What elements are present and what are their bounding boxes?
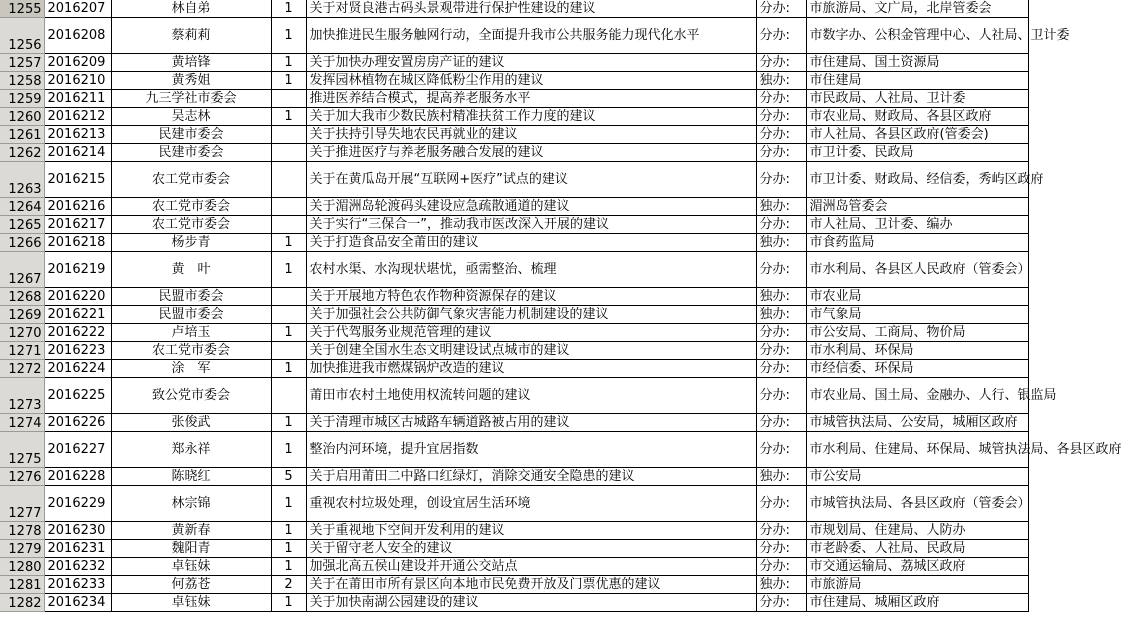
cell-proposer[interactable]: 九三学社市委会 — [111, 90, 271, 108]
cell-count[interactable]: 1 — [271, 252, 306, 288]
cell-department[interactable]: 市住建局 — [806, 72, 1028, 90]
cell-handling-type[interactable]: 分办: — [756, 90, 806, 108]
cell-department[interactable]: 市公安局 — [806, 468, 1028, 486]
cell-count[interactable] — [271, 126, 306, 144]
cell-proposer[interactable]: 致公党市委会 — [111, 378, 271, 414]
cell-proposer[interactable]: 杨步青 — [111, 234, 271, 252]
cell-serial[interactable]: 2016226 — [44, 414, 111, 432]
cell-handling-type[interactable]: 分办: — [756, 540, 806, 558]
table-row — [0, 414, 1028, 432]
cell-handling-type[interactable]: 分办: — [756, 558, 806, 576]
table-row — [0, 306, 1028, 324]
row-header[interactable]: 1271 — [0, 342, 44, 360]
cell-handling-type[interactable]: 分办: — [756, 216, 806, 234]
cell-serial[interactable]: 2016222 — [44, 324, 111, 342]
row-header[interactable]: 1277 — [0, 486, 44, 522]
cell-proposer[interactable]: 民建市委会 — [111, 144, 271, 162]
cell-proposer[interactable]: 涂 军 — [111, 360, 271, 378]
cell-proposer[interactable]: 黄新春 — [111, 522, 271, 540]
cell-count[interactable]: 1 — [271, 540, 306, 558]
cell-proposer[interactable]: 郑永祥 — [111, 432, 271, 468]
row-header[interactable]: 1258 — [0, 72, 44, 90]
cell-title[interactable]: 关于留守老人安全的建议 — [306, 540, 756, 558]
cell-serial[interactable]: 2016230 — [44, 522, 111, 540]
cell-proposer[interactable]: 卢培玉 — [111, 324, 271, 342]
cell-department[interactable]: 市水利局、环保局 — [806, 342, 1028, 360]
cell-title[interactable]: 整治内河环境，提升宜居指数 — [306, 432, 756, 468]
cell-serial[interactable]: 2016221 — [44, 306, 111, 324]
cell-serial[interactable]: 2016229 — [44, 486, 111, 522]
cell-count[interactable]: 1 — [271, 108, 306, 126]
table-row — [0, 378, 1028, 414]
cell-department[interactable]: 市水利局、各县区人民政府（管委会） — [806, 252, 1028, 288]
cell-handling-type[interactable]: 分办: — [756, 162, 806, 198]
row-header[interactable]: 1267 — [0, 252, 44, 288]
cell-title[interactable]: 关于启用莆田二中路口红绿灯，消除交通安全隐患的建议 — [306, 468, 756, 486]
cell-serial[interactable]: 2016233 — [44, 576, 111, 594]
cell-title[interactable]: 加快推进我市燃煤锅炉改造的建议 — [306, 360, 756, 378]
cell-title[interactable]: 重视农村垃圾处理，创设宜居生活环境 — [306, 486, 756, 522]
cell-count[interactable]: 1 — [271, 72, 306, 90]
cell-handling-type[interactable]: 分办: — [756, 18, 806, 54]
cell-serial[interactable]: 2016227 — [44, 432, 111, 468]
cell-serial[interactable]: 2016213 — [44, 126, 111, 144]
row-header[interactable]: 1264 — [0, 198, 44, 216]
cell-count[interactable]: 1 — [271, 324, 306, 342]
cell-department[interactable]: 市农业局、国土局、金融办、人行、银监局 — [806, 378, 1028, 414]
row-header[interactable]: 1262 — [0, 144, 44, 162]
cell-count[interactable] — [271, 198, 306, 216]
cell-count[interactable] — [271, 216, 306, 234]
row-header[interactable]: 1255 — [0, 0, 44, 18]
cell-handling-type[interactable]: 分办: — [756, 594, 806, 612]
cell-title[interactable]: 关于加快南湖公园建设的建议 — [306, 594, 756, 612]
cell-title[interactable]: 发挥园林植物在城区降低粉尘作用的建议 — [306, 72, 756, 90]
cell-handling-type[interactable]: 分办: — [756, 522, 806, 540]
table-row — [0, 486, 1028, 522]
row-header[interactable]: 1259 — [0, 90, 44, 108]
cell-department[interactable]: 市老龄委、人社局、民政局 — [806, 540, 1028, 558]
cell-handling-type[interactable]: 独办: — [756, 468, 806, 486]
cell-title[interactable]: 关于创建全国水生态文明建设试点城市的建议 — [306, 342, 756, 360]
cell-proposer[interactable]: 魏阳青 — [111, 540, 271, 558]
cell-proposer[interactable]: 蔡莉莉 — [111, 18, 271, 54]
cell-department[interactable]: 市交通运输局、荔城区政府 — [806, 558, 1028, 576]
cell-count[interactable] — [271, 90, 306, 108]
cell-count[interactable]: 2 — [271, 576, 306, 594]
cell-proposer[interactable]: 林宗锦 — [111, 486, 271, 522]
cell-handling-type[interactable]: 分办: — [756, 54, 806, 72]
cell-serial[interactable]: 2016216 — [44, 198, 111, 216]
table-row — [0, 522, 1028, 540]
cell-department[interactable]: 市农业局 — [806, 288, 1028, 306]
cell-serial[interactable]: 2016215 — [44, 162, 111, 198]
table-row — [0, 126, 1028, 144]
cell-handling-type[interactable]: 分办: — [756, 324, 806, 342]
cell-department[interactable]: 市水利局、住建局、环保局、城管执法局、各县区政府 — [806, 432, 1028, 468]
cell-handling-type[interactable]: 分办: — [756, 414, 806, 432]
cell-handling-type[interactable]: 分办: — [756, 342, 806, 360]
row-header[interactable]: 1280 — [0, 558, 44, 576]
cell-count[interactable] — [271, 144, 306, 162]
cell-department[interactable]: 市民政局、人社局、卫计委 — [806, 90, 1028, 108]
cell-department[interactable]: 市规划局、住建局、人防办 — [806, 522, 1028, 540]
cell-title[interactable]: 关于湄洲岛轮渡码头建设应急疏散通道的建议 — [306, 198, 756, 216]
row-header[interactable]: 1265 — [0, 216, 44, 234]
cell-count[interactable] — [271, 342, 306, 360]
cell-proposer[interactable]: 陈晓红 — [111, 468, 271, 486]
cell-proposer[interactable]: 民盟市委会 — [111, 288, 271, 306]
table-row — [0, 72, 1028, 90]
cell-proposer[interactable]: 黄 叶 — [111, 252, 271, 288]
cell-serial[interactable]: 2016209 — [44, 54, 111, 72]
table-row — [0, 144, 1028, 162]
cell-title[interactable]: 莆田市农村土地使用权流转问题的建议 — [306, 378, 756, 414]
cell-count[interactable] — [271, 162, 306, 198]
cell-department[interactable]: 市食药监局 — [806, 234, 1028, 252]
cell-serial[interactable]: 2016212 — [44, 108, 111, 126]
table-row — [0, 234, 1028, 252]
table-row — [0, 432, 1028, 468]
row-header[interactable]: 1256 — [0, 18, 44, 54]
cell-handling-type[interactable]: 分办: — [756, 144, 806, 162]
cell-handling-type[interactable]: 分办: — [756, 108, 806, 126]
row-header[interactable]: 1279 — [0, 540, 44, 558]
cell-title[interactable]: 关于加快办理安置房房产证的建议 — [306, 54, 756, 72]
cell-serial[interactable]: 2016232 — [44, 558, 111, 576]
row-header[interactable]: 1266 — [0, 234, 44, 252]
table-row — [0, 198, 1028, 216]
cell-serial[interactable]: 2016214 — [44, 144, 111, 162]
cell-handling-type[interactable]: 分办: — [756, 432, 806, 468]
cell-handling-type[interactable]: 独办: — [756, 72, 806, 90]
row-header[interactable]: 1273 — [0, 378, 44, 414]
cell-proposer[interactable]: 农工党市委会 — [111, 216, 271, 234]
cell-title[interactable]: 关于加强社会公共防御气象灾害能力机制建设的建议 — [306, 306, 756, 324]
cell-proposer[interactable]: 黄秀姐 — [111, 72, 271, 90]
cell-count[interactable] — [271, 288, 306, 306]
cell-department[interactable]: 市气象局 — [806, 306, 1028, 324]
table-row — [0, 540, 1028, 558]
cell-department[interactable]: 市公安局、工商局、物价局 — [806, 324, 1028, 342]
row-header[interactable]: 1270 — [0, 324, 44, 342]
cell-serial[interactable]: 2016210 — [44, 72, 111, 90]
row-header[interactable]: 1276 — [0, 468, 44, 486]
cell-proposer[interactable]: 农工党市委会 — [111, 342, 271, 360]
cell-title[interactable]: 关于开展地方特色农作物种资源保存的建议 — [306, 288, 756, 306]
row-header[interactable]: 1272 — [0, 360, 44, 378]
cell-title[interactable]: 关于在莆田市所有景区向本地市民免费开放及门票优惠的建议 — [306, 576, 756, 594]
table-row — [0, 342, 1028, 360]
cell-title[interactable]: 关于加大我市少数民族村精准扶贫工作力度的建议 — [306, 108, 756, 126]
cell-department[interactable]: 市卫计委、财政局、经信委，秀屿区政府 — [806, 162, 1028, 198]
row-header[interactable]: 1268 — [0, 288, 44, 306]
cell-title[interactable]: 关于打造食品安全莆田的建议 — [306, 234, 756, 252]
cell-serial[interactable]: 2016223 — [44, 342, 111, 360]
cell-count[interactable]: 1 — [271, 414, 306, 432]
cell-handling-type[interactable]: 独办: — [756, 234, 806, 252]
cell-handling-type[interactable]: 分办: — [756, 0, 806, 18]
cell-handling-type[interactable]: 分办: — [756, 360, 806, 378]
cell-count[interactable]: 1 — [271, 594, 306, 612]
cell-serial[interactable]: 2016234 — [44, 594, 111, 612]
cell-title[interactable]: 关于清理市城区古城路车辆道路被占用的建议 — [306, 414, 756, 432]
cell-department[interactable]: 市卫计委、民政局 — [806, 144, 1028, 162]
cell-count[interactable]: 1 — [271, 54, 306, 72]
cell-count[interactable]: 1 — [271, 486, 306, 522]
table-row — [0, 288, 1028, 306]
row-header[interactable]: 1282 — [0, 594, 44, 612]
cell-count[interactable] — [271, 378, 306, 414]
cell-serial[interactable]: 2016207 — [44, 0, 111, 18]
cell-department[interactable]: 市住建局、国土资源局 — [806, 54, 1028, 72]
cell-proposer[interactable]: 林自弟 — [111, 0, 271, 18]
table-row — [0, 216, 1028, 234]
table-row — [0, 0, 1028, 18]
cell-count[interactable]: 1 — [271, 522, 306, 540]
cell-count[interactable]: 1 — [271, 360, 306, 378]
table-row — [0, 468, 1028, 486]
cell-serial[interactable]: 2016231 — [44, 540, 111, 558]
cell-count[interactable]: 1 — [271, 18, 306, 54]
cell-serial[interactable]: 2016217 — [44, 216, 111, 234]
table-row — [0, 360, 1028, 378]
cell-title[interactable]: 农村水渠、水沟现状堪忧，亟需整治、梳理 — [306, 252, 756, 288]
cell-serial[interactable]: 2016228 — [44, 468, 111, 486]
cell-count[interactable] — [271, 306, 306, 324]
table-row — [0, 594, 1028, 612]
cell-proposer[interactable]: 卓钰妹 — [111, 594, 271, 612]
cell-proposer[interactable]: 农工党市委会 — [111, 198, 271, 216]
cell-handling-type[interactable]: 分办: — [756, 378, 806, 414]
cell-handling-type[interactable]: 独办: — [756, 198, 806, 216]
cell-title[interactable]: 关于推进医疗与养老服务融合发展的建议 — [306, 144, 756, 162]
cell-count[interactable]: 1 — [271, 558, 306, 576]
cell-title[interactable]: 关于在黄瓜岛开展“互联网+医疗”试点的建议 — [306, 162, 756, 198]
cell-title[interactable]: 关于扶持引导失地农民再就业的建议 — [306, 126, 756, 144]
row-header[interactable]: 1274 — [0, 414, 44, 432]
cell-department[interactable]: 市住建局、城厢区政府 — [806, 594, 1028, 612]
cell-handling-type[interactable]: 独办: — [756, 306, 806, 324]
cell-serial[interactable]: 2016220 — [44, 288, 111, 306]
cell-handling-type[interactable]: 分办: — [756, 252, 806, 288]
cell-serial[interactable]: 2016208 — [44, 18, 111, 54]
cell-serial[interactable]: 2016225 — [44, 378, 111, 414]
table-row — [0, 108, 1028, 126]
cell-title[interactable]: 加强北高五侯山建设并开通公交站点 — [306, 558, 756, 576]
cell-department[interactable]: 湄洲岛管委会 — [806, 198, 1028, 216]
cell-department[interactable]: 市城管执法局、各县区政府（管委会） — [806, 486, 1028, 522]
row-header[interactable]: 1278 — [0, 522, 44, 540]
cell-count[interactable]: 5 — [271, 468, 306, 486]
cell-serial[interactable]: 2016219 — [44, 252, 111, 288]
cell-department[interactable]: 市经信委、环保局 — [806, 360, 1028, 378]
cell-count[interactable]: 1 — [271, 0, 306, 18]
cell-proposer[interactable]: 黄培锋 — [111, 54, 271, 72]
cell-title[interactable]: 推进医养结合模式，提高养老服务水平 — [306, 90, 756, 108]
cell-count[interactable]: 1 — [271, 234, 306, 252]
table-row — [0, 576, 1028, 594]
cell-title[interactable]: 关于重视地下空间开发利用的建议 — [306, 522, 756, 540]
cell-serial[interactable]: 2016211 — [44, 90, 111, 108]
cell-title[interactable]: 关于实行“三保合一”，推动我市医改深入开展的建议 — [306, 216, 756, 234]
table-row — [0, 90, 1028, 108]
table-row — [0, 54, 1028, 72]
table-row — [0, 252, 1028, 288]
cell-department[interactable]: 市城管执法局、公安局，城厢区政府 — [806, 414, 1028, 432]
row-header[interactable]: 1269 — [0, 306, 44, 324]
cell-serial[interactable]: 2016218 — [44, 234, 111, 252]
cell-department[interactable]: 市农业局、财政局、各县区政府 — [806, 108, 1028, 126]
cell-proposer[interactable]: 张俊武 — [111, 414, 271, 432]
row-header[interactable]: 1275 — [0, 432, 44, 468]
cell-department[interactable]: 市人社局、各县区政府(管委会) — [806, 126, 1028, 144]
cell-title[interactable]: 关于对贤良港古码头景观带进行保护性建设的建议 — [306, 0, 756, 18]
row-header[interactable]: 1261 — [0, 126, 44, 144]
table-row — [0, 558, 1028, 576]
table-row — [0, 162, 1028, 198]
cell-handling-type[interactable]: 分办: — [756, 126, 806, 144]
cell-department[interactable]: 市人社局、卫计委、编办 — [806, 216, 1028, 234]
cell-proposer[interactable]: 民建市委会 — [111, 126, 271, 144]
cell-proposer[interactable]: 农工党市委会 — [111, 162, 271, 198]
cell-serial[interactable]: 2016224 — [44, 360, 111, 378]
cell-department[interactable]: 市数字办、公积金管理中心、人社局、卫计委 — [806, 18, 1028, 54]
cell-handling-type[interactable]: 分办: — [756, 486, 806, 522]
row-header[interactable]: 1263 — [0, 162, 44, 198]
row-header[interactable]: 1260 — [0, 108, 44, 126]
row-header[interactable]: 1281 — [0, 576, 44, 594]
cell-proposer[interactable]: 民盟市委会 — [111, 306, 271, 324]
cell-handling-type[interactable]: 独办: — [756, 288, 806, 306]
cell-department[interactable]: 市旅游局、文广局，北岸管委会 — [806, 0, 1028, 18]
table-row — [0, 324, 1028, 342]
row-header[interactable]: 1257 — [0, 54, 44, 72]
cell-title[interactable]: 关于代驾服务业规范管理的建议 — [306, 324, 756, 342]
table-row — [0, 18, 1028, 54]
cell-department[interactable]: 市旅游局 — [806, 576, 1028, 594]
cell-handling-type[interactable]: 独办: — [756, 576, 806, 594]
cell-proposer[interactable]: 卓钰妹 — [111, 558, 271, 576]
cell-proposer[interactable]: 何荔苍 — [111, 576, 271, 594]
cell-proposer[interactable]: 吴志林 — [111, 108, 271, 126]
cell-title[interactable]: 加快推进民生服务触网行动，全面提升我市公共服务能力现代化水平 — [306, 18, 756, 54]
cell-count[interactable]: 1 — [271, 432, 306, 468]
